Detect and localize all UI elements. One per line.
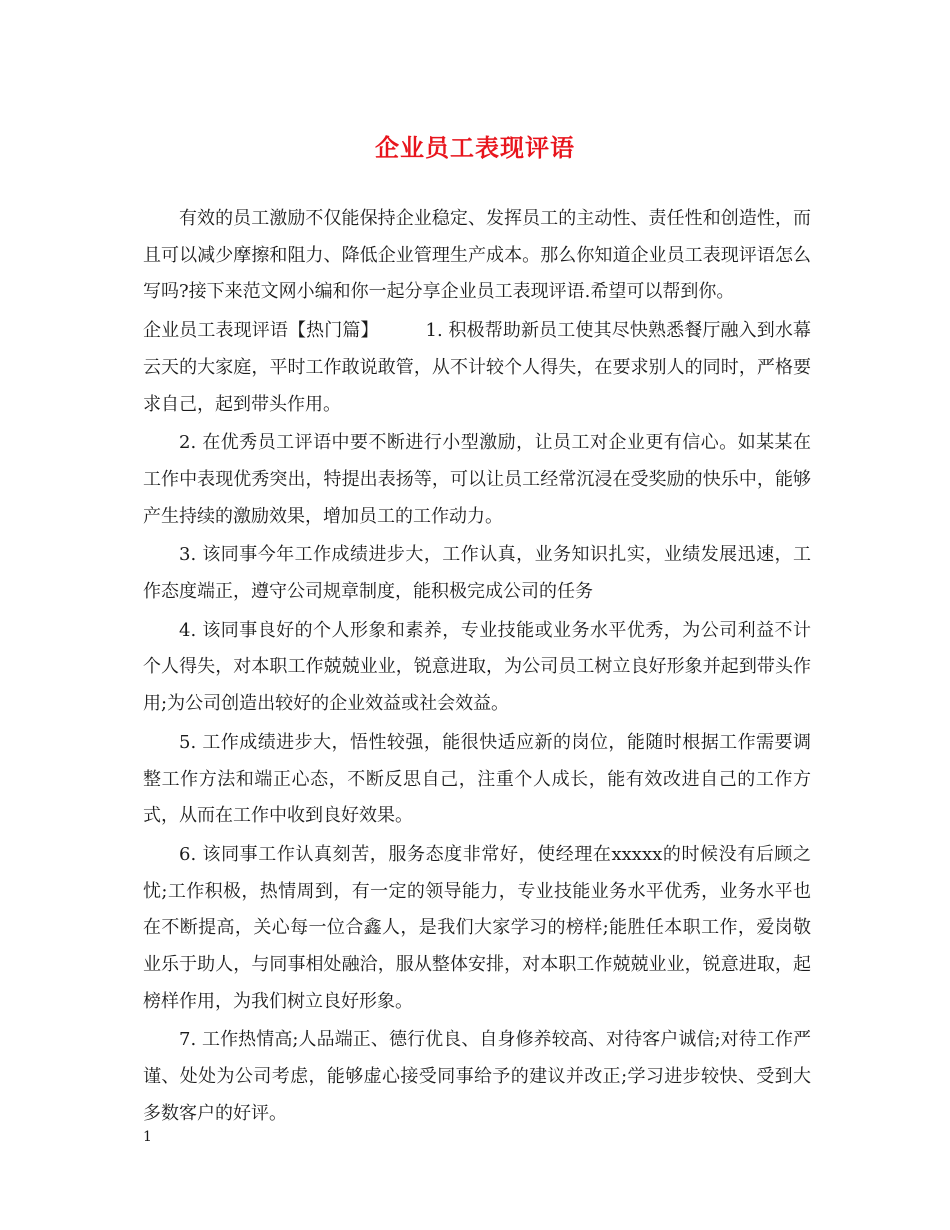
comment-paragraph-4: 4. 该同事良好的个人形象和素养，专业技能或业务水平优秀，为公司利益不计个人得失，对本职工作兢兢业业，锐意进取，为公司员工树立良好形象并起到带头作用;为公司创造出较好的企业效益或社会效益。 — [143, 619, 811, 715]
comment-paragraph-5: 5. 工作成绩进步大，悟性较强，能很快适应新的岗位，能随时根据工作需要调整工作方法和端正心态，不断反思自己，注重个人成长，能有效改进自己的工作方式，从而在工作中收到良好效果。 — [143, 731, 811, 827]
comment-paragraph-6: 6. 该同事工作认真刻苦，服务态度非常好，使经理在xxxxx的时候没有后顾之忧;工作积极，热情周到，有一定的领导能力，专业技能业务水平优秀，业务水平也在不断提高，关心每一位合鑫人，是我们大家学习的榜样;能胜任本职工作，爱岗敬业乐于助人，与同事相处融洽，服从整体安排，对本职工作兢兢业业，锐意进取，起榜样作用，为我们树立良好形象。 — [143, 843, 811, 1012]
page-number: 1 — [143, 1129, 152, 1145]
intro-paragraph: 有效的员工激励不仅能保持企业稳定、发挥员工的主动性、责任性和创造性，而且可以减少摩擦和阻力、降低企业管理生产成本。那么你知道企业员工表现评语怎么写吗?接下来范文网小编和你一起分享企业员工表现评语.希望可以帮到你。 — [143, 208, 811, 303]
comment-paragraph-1: 企业员工表现评语【热门篇】 1. 积极帮助新员工使其尽快熟悉餐厅融入到水幕云天的大家庭，平时工作敢说敢管，从不计较个人得失，在要求别人的同时，严格要求自己，起到带头作用。 — [143, 320, 811, 415]
document-title: 企业员工表现评语 — [375, 133, 575, 162]
document-body — [143, 201, 811, 1135]
comment-paragraph-2: 2. 在优秀员工评语中要不断进行小型激励，让员工对企业更有信心。如某某在工作中表现优秀突出，特提出表扬等，可以让员工经常沉浸在受奖励的快乐中，能够产生持续的激励效果，增加员工的工作动力。 — [143, 432, 811, 527]
comment-paragraph-3: 3. 该同事今年工作成绩进步大，工作认真，业务知识扎实，业绩发展迅速，工作态度端正，遵守公司规章制度，能积极完成公司的任务 — [143, 544, 811, 603]
comment-paragraph-7: 7. 工作热情高;人品端正、德行优良、自身修养较高、对待客户诚信;对待工作严谨、处处为公司考虑，能够虚心接受同事给予的建议并改正;学习进步较快、受到大多数客户的好评。 — [143, 1029, 811, 1124]
